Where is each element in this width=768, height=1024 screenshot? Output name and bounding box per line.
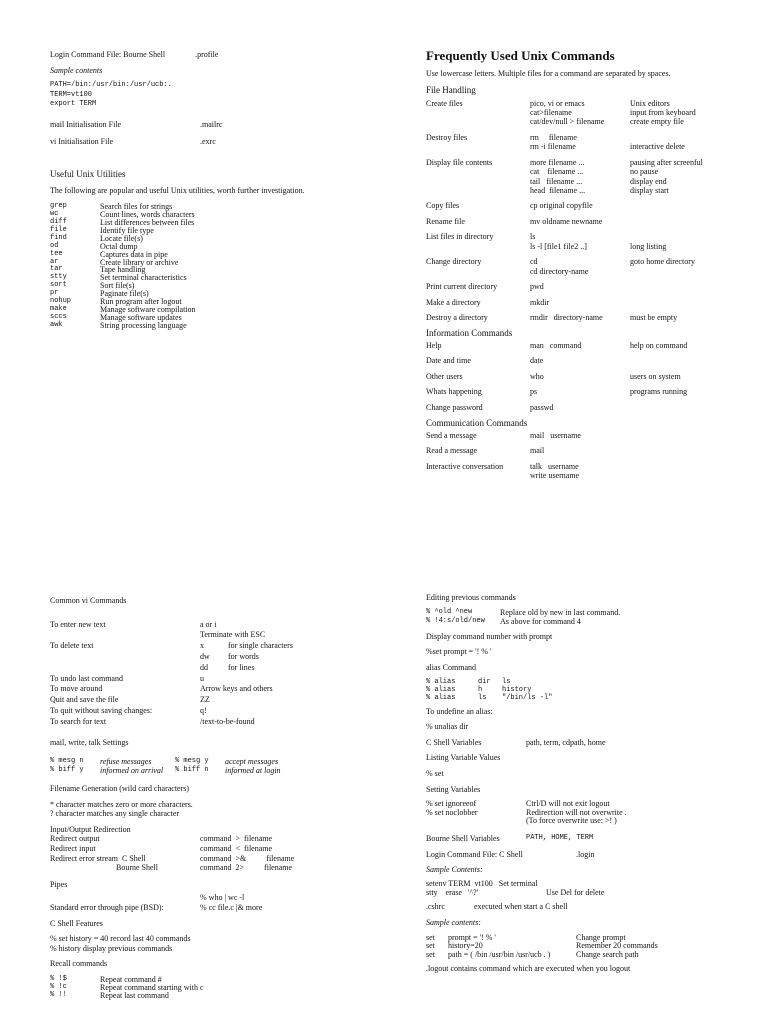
mwt-b: informed on arrival [100, 766, 164, 776]
vi-cmd: ZZ [200, 695, 210, 705]
io-cmd: command >& filename [200, 853, 295, 863]
utility-cmd: diff [50, 218, 67, 227]
recall-row [50, 991, 380, 999]
mwt-row [50, 757, 380, 767]
utility-row [50, 289, 370, 297]
utility-desc: Manage software updates [100, 312, 182, 322]
sample-label: Sample contents [50, 65, 103, 75]
pipes-title: Pipes [50, 879, 68, 889]
utility-cmd: awk [50, 320, 63, 329]
login-bourne-title: Login Command File: Bourne Shell [50, 50, 166, 59]
command-syntax: mail [530, 446, 545, 456]
utility-desc: Octal dump [100, 241, 138, 251]
mwt-c: % mesg y [175, 756, 209, 765]
command-row [426, 446, 746, 455]
set-line: % set [426, 768, 444, 778]
command-label: Help [426, 340, 442, 350]
command-label: Make a directory [426, 297, 481, 307]
sample2-c: Change search path [576, 949, 639, 959]
io-label: Redirect error stream C Shell [50, 853, 146, 863]
recall-b: Repeat last command [100, 990, 169, 1000]
vi-cmd: dw [200, 651, 210, 661]
command-label: Change password [426, 402, 483, 412]
command-note: users on system [630, 371, 681, 381]
vi-row [50, 620, 380, 630]
command-label: Interactive conversation [426, 461, 504, 471]
utility-cmd: tar [50, 265, 63, 274]
bourne-vars-list: PATH, HOME, TERM [526, 833, 594, 842]
vi-init-label: vi Initialisation File [50, 136, 114, 146]
utility-desc: String processing language [100, 320, 187, 330]
command-label: Destroy files [426, 132, 468, 142]
command-label: Create files [426, 98, 463, 108]
utility-cmd: od [50, 241, 59, 250]
utility-cmd: grep [50, 202, 67, 211]
alias-title: alias Command [426, 662, 476, 672]
recall-row [50, 983, 380, 991]
sample-contents-label-2: Sample contents: [426, 918, 481, 927]
mwt-d: accept messages [225, 756, 279, 766]
command-label: Read a message [426, 446, 478, 456]
sample1-a: setenv TERM vt100 Set terminal [426, 879, 538, 889]
sample2-row [426, 941, 746, 950]
command-row [426, 282, 746, 291]
io-row [50, 844, 380, 854]
alias-a: % alias [426, 693, 456, 702]
command-syntax: rm filename rm -i filename [530, 132, 577, 152]
command-syntax: rmdir directory-name [530, 312, 603, 322]
vi-label: To delete text [50, 641, 94, 651]
utility-cmd: find [50, 233, 67, 242]
vi-commands-table [50, 620, 380, 727]
command-note: goto home directory [630, 257, 695, 267]
mwt-row [50, 766, 380, 776]
utility-cmd: nohup [50, 297, 72, 306]
vi-cmd: Terminate with ESC [200, 630, 266, 640]
edit-b: Replace old by new in last command. [500, 607, 621, 617]
command-syntax: man command [530, 340, 582, 350]
utilities-title: Useful Unix Utilities [50, 169, 126, 180]
edit-row [426, 617, 746, 627]
io-redirection-table [50, 834, 380, 872]
setting-vars-table [426, 799, 746, 825]
io-row [50, 863, 380, 873]
communication-table [426, 431, 746, 481]
alias-row [426, 678, 746, 686]
wildcard-line: ? character matches any single character [50, 809, 180, 819]
setvar-a: % set noclobber [426, 807, 478, 817]
recall-b: Repeat command starting with c [100, 982, 204, 992]
utility-row [50, 297, 370, 305]
utility-row [50, 265, 370, 273]
utility-row [50, 313, 370, 321]
vi-commands-title: Common vi Commands [50, 596, 127, 605]
alias-row [426, 686, 746, 694]
setvar-row [426, 808, 746, 817]
vi-cmd: q! [200, 705, 207, 715]
sample2-b: path = ( /bin /usr/bin /usr/ucb . ) [448, 949, 551, 959]
prompt-title: Display command number with prompt [426, 631, 553, 641]
utility-row [50, 202, 370, 210]
sample2-a: set [426, 941, 435, 951]
mail-init-file: .mailrc [200, 119, 223, 129]
command-row [426, 158, 746, 196]
csh-vars-title: C Shell Variables [426, 737, 482, 747]
io-cmd: command 2> filename [200, 863, 293, 873]
utility-desc: Set terminal characteristics [100, 273, 187, 283]
command-label: Copy files [426, 201, 460, 211]
command-note: pausing after screenful no pause display end display start [630, 157, 703, 196]
command-note: long listing [630, 241, 667, 251]
command-label: Send a message [426, 430, 477, 440]
vi-row [50, 641, 380, 651]
q3-section [50, 596, 380, 999]
mwt-c: % biff n [175, 766, 209, 775]
command-label: Destroy a directory [426, 312, 488, 322]
vi-row [50, 674, 380, 684]
recall-a: % !$ [50, 974, 67, 983]
utility-cmd: sort [50, 281, 67, 290]
utility-desc: Run program after logout [100, 297, 182, 307]
utility-row [50, 210, 370, 218]
pipe-cmd: % cc file.c |& more [200, 902, 263, 912]
utility-cmd: tee [50, 249, 63, 258]
command-note: programs running [630, 387, 688, 397]
utility-desc: Create library or archive [100, 257, 179, 267]
editing-table [426, 608, 746, 627]
utility-row [50, 305, 370, 313]
utility-desc: Paginate file(s) [100, 289, 149, 299]
command-syntax: date [530, 356, 544, 366]
sample1-row [426, 888, 746, 897]
logout-line: .logout contains command which are executed when you logout [426, 964, 631, 974]
command-row [426, 403, 746, 412]
edit-a: % ^old ^new [426, 607, 473, 616]
alias-a: % alias [426, 677, 456, 686]
command-syntax: mv oldname newname [530, 216, 603, 226]
sample-contents-1 [426, 879, 746, 896]
listing-vars-title: Listing Variable Values [426, 753, 501, 763]
io-label: Redirect output [50, 834, 100, 844]
vi-label: Quit and save the file [50, 695, 119, 705]
io-row [50, 834, 380, 844]
io-cmd: command > filename [200, 834, 273, 844]
utility-row [50, 226, 370, 234]
pipe-cmd: % who | wc -l [200, 893, 245, 903]
vi-label: To search for text [50, 716, 107, 726]
filename-generation-lines [50, 800, 380, 819]
command-row [426, 313, 746, 322]
command-syntax: who [530, 371, 544, 381]
vi-cmd: Arrow keys and others [200, 684, 273, 694]
utility-row [50, 218, 370, 226]
io-cmd: command < filename [200, 843, 273, 853]
mwt-a: % mesg n [50, 756, 84, 765]
command-row [426, 99, 746, 127]
mwt-title: mail, write, talk Settings [50, 738, 129, 748]
alias-c: history [502, 685, 532, 694]
command-syntax: pwd [530, 282, 544, 292]
setvar-b: (To force overwrite use: >! ) [526, 816, 617, 826]
alias-table [426, 678, 746, 702]
vi-note: for single characters [228, 641, 293, 651]
sample2-row [426, 950, 746, 959]
utility-cmd: make [50, 304, 67, 313]
q1-section [50, 50, 370, 329]
recall-a: % !c [50, 982, 67, 991]
setvar-row [426, 799, 746, 808]
command-note: help on command [630, 340, 688, 350]
vi-note: for lines [228, 662, 255, 672]
command-row [426, 298, 746, 307]
csh-vars-list: path, term, cdpath, home [526, 737, 606, 747]
setvar-b: Ctrl/D will not exit logout [526, 799, 610, 809]
command-label: Rename file [426, 216, 465, 226]
sample-line: export TERM [50, 100, 97, 109]
command-row [426, 257, 746, 276]
sample2-a: set [426, 949, 435, 959]
edit-b: As above for command 4 [500, 617, 581, 627]
file-handling-title: File Handling [426, 84, 476, 95]
utility-desc: Locate file(s) [100, 233, 143, 243]
vi-cmd: u [200, 673, 204, 683]
pipes-table [50, 893, 380, 912]
command-syntax: mkdir [530, 297, 550, 307]
edit-a: % !4:s/old/new [426, 617, 485, 626]
command-note: Unix editors input from keyboard create empty file [630, 98, 696, 127]
filename-generation-title: Filename Generation (wild card characters) [50, 784, 190, 793]
command-row [426, 372, 746, 381]
setvar-row [426, 816, 746, 825]
command-label: Display file contents [426, 157, 493, 167]
alias-row [426, 694, 746, 702]
page-title: Frequently Used Unix Commands [426, 48, 615, 63]
setting-vars-title: Setting Variables [426, 784, 481, 794]
utility-cmd: pr [50, 289, 59, 298]
vi-cmd: x [200, 641, 204, 651]
utility-cmd: ar [50, 257, 59, 266]
csh-login-file: .login [576, 850, 595, 860]
utility-desc: Sort file(s) [100, 281, 135, 291]
command-row [426, 462, 746, 481]
command-row [426, 133, 746, 152]
intro-text: Use lowercase letters. Multiple files for a command are separated by spaces. [426, 69, 671, 79]
mwt-a: % biff y [50, 766, 84, 775]
sample2-c: Remember 20 commands [576, 941, 658, 951]
command-syntax: passwd [530, 402, 554, 412]
sample-line: TERM=vt100 [50, 90, 93, 99]
vi-row [50, 652, 380, 662]
csh-features-lines [50, 934, 380, 953]
utility-desc: List differences between files [100, 218, 195, 228]
setvar-a: % set ignoreeof [426, 799, 477, 809]
mwt-b: refuse messages [100, 756, 152, 766]
utilities-list [50, 202, 370, 328]
recall-a: % !! [50, 990, 67, 999]
vi-row [50, 706, 380, 716]
editing-title: Editing previous commands [426, 593, 516, 602]
command-row [426, 387, 746, 396]
bourne-vars-title: Bourne Shell Variables [426, 833, 500, 843]
io-label: Redirect input [50, 843, 96, 853]
cshrc-note: executed when start a C shell [474, 902, 568, 912]
sample2-c: Change prompt [576, 932, 626, 942]
sample2-a: set [426, 932, 435, 942]
unalias-line: % unalias dir [426, 722, 469, 732]
utility-desc: Identify file type [100, 226, 154, 236]
utility-row [50, 242, 370, 250]
unalias-title: To undefine an alias: [426, 706, 493, 716]
io-label: Bourne Shell [50, 863, 158, 873]
utility-row [50, 234, 370, 242]
command-label: Whats happening [426, 387, 482, 397]
pipe-label: Standard error through pipe (BSD): [50, 902, 164, 912]
mwt-table [50, 757, 380, 776]
edit-row [426, 608, 746, 618]
utility-desc: Manage software compilation [100, 304, 196, 314]
vi-note: for words [228, 651, 259, 661]
information-table [426, 341, 746, 412]
sample2-b: history=20 [448, 941, 483, 951]
sample1-row [426, 879, 746, 888]
sample2-row [426, 933, 746, 942]
alias-b: h [478, 685, 483, 694]
login-bourne-file: .profile [195, 50, 219, 59]
command-syntax: ls ls -l [file1 file2 ..] [530, 232, 587, 251]
command-syntax: mail username [530, 430, 581, 440]
utility-row [50, 258, 370, 266]
utility-cmd: stty [50, 273, 67, 282]
wildcard-line: * character matches zero or more characters. [50, 799, 193, 809]
recall-table [50, 975, 380, 999]
vi-row [50, 695, 380, 705]
sample1-a: stty erase '^?' [426, 887, 479, 897]
vi-label: To enter new text [50, 619, 106, 629]
command-label: Change directory [426, 257, 482, 267]
command-row [426, 232, 746, 251]
vi-row [50, 684, 380, 694]
cshrc-label: .cshrc [426, 902, 445, 912]
setvar-b: Redirection will not overwrite . [526, 807, 627, 817]
command-note: interactive delete [630, 142, 685, 152]
utilities-intro: The following are popular and useful Unix utilities, worth further investigation. [50, 185, 305, 195]
alias-b: dir [478, 677, 491, 686]
command-row [426, 217, 746, 226]
vi-row [50, 717, 380, 727]
utility-desc: Search files for strings [100, 202, 173, 212]
utility-row [50, 250, 370, 258]
command-syntax: cd cd directory-name [530, 257, 589, 276]
command-syntax: ps [530, 387, 538, 397]
vi-cmd: a or i [200, 619, 217, 629]
csh-line: % set history = 40 record last 40 commands [50, 934, 191, 944]
recall-b: Repeat command # [100, 974, 162, 984]
q4-section [426, 593, 746, 974]
sample-contents [50, 81, 370, 110]
vi-init-file: .exrc [200, 136, 216, 146]
utility-desc: Count lines, words characters [100, 210, 195, 220]
command-label: Other users [426, 371, 463, 381]
command-label: Print current directory [426, 282, 498, 292]
mail-init-label: mail Initialisation File [50, 119, 122, 129]
utility-row [50, 321, 370, 329]
command-syntax: pico, vi or emacs cat>filename cat/dev/null > filename [530, 98, 605, 127]
command-syntax: more filename ... cat filename ... tail filename ... head filename ... [530, 157, 586, 196]
command-syntax: talk username write username [530, 461, 580, 481]
q2-section [426, 48, 746, 487]
recall-row [50, 975, 380, 983]
csh-line: % history display previous commands [50, 943, 173, 953]
sample-contents-2 [426, 933, 746, 959]
alias-c: "/bin/ls -l" [502, 693, 553, 702]
sample-contents-label-1: Sample Contents: [426, 864, 483, 874]
utility-row [50, 273, 370, 281]
command-row [426, 431, 746, 440]
sample2-b: prompt = '! % ' [448, 932, 496, 942]
command-label: Date and time [426, 356, 471, 366]
csh-features-title: C Shell Features [50, 918, 103, 928]
command-row [426, 341, 746, 350]
file-handling-table [426, 99, 746, 323]
alias-c: ls [502, 677, 511, 686]
vi-row [50, 630, 380, 640]
alias-b: ls [478, 693, 487, 702]
command-note: must be empty [630, 312, 678, 322]
command-row [426, 201, 746, 210]
io-row [50, 854, 380, 864]
command-syntax: cp original copyfile [530, 201, 593, 211]
sample1-b: Use Del for delete [546, 887, 605, 897]
recall-title: Recall commands [50, 959, 108, 969]
vi-cmd: dd [200, 662, 208, 672]
utility-desc: Captures data in pipe [100, 249, 168, 259]
command-row [426, 356, 746, 365]
utility-row [50, 281, 370, 289]
csh-login-title: Login Command File: C Shell [426, 850, 523, 860]
pipe-row [50, 903, 380, 913]
command-label: List files in directory [426, 232, 494, 242]
alias-a: % alias [426, 685, 456, 694]
vi-cmd: /text-to-be-found [200, 716, 255, 726]
vi-label: To move around [50, 684, 103, 694]
utility-desc: Tape handling [100, 265, 146, 275]
vi-label: To quit without saving changes: [50, 705, 153, 715]
prompt-line: %set prompt = '! % ' [426, 647, 492, 657]
vi-row [50, 663, 380, 673]
communication-title: Communication Commands [426, 418, 528, 429]
sample-line: PATH=/bin:/usr/bin:/usr/ucb:. [50, 81, 172, 90]
vi-label: To undo last command [50, 673, 123, 683]
utility-cmd: wc [50, 210, 59, 219]
information-title: Information Commands [426, 328, 513, 339]
pipe-row [50, 893, 380, 903]
utility-cmd: file [50, 226, 67, 235]
io-redirection-title: Input/Output Redirection [50, 824, 131, 834]
utility-cmd: sccs [50, 312, 67, 321]
mwt-d: informed at login [225, 766, 281, 776]
